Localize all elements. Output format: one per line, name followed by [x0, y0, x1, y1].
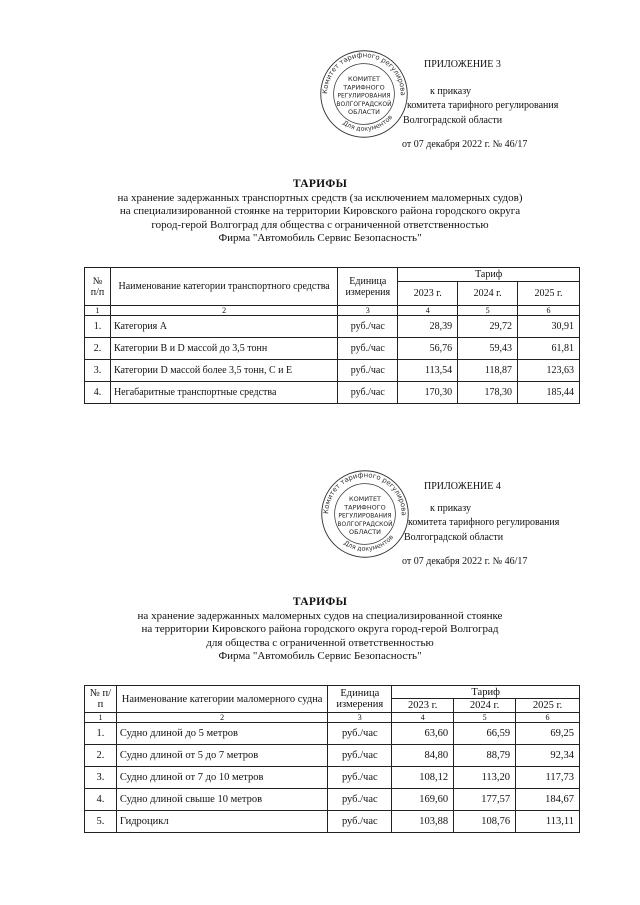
row-number: 1. [85, 723, 117, 745]
row-value-2025: 92,34 [516, 745, 580, 767]
table2-subtitle-line: Фирма "Автомобиль Сервис Безопасность" [218, 650, 422, 662]
table2-heading: ТАРИФЫ [292, 596, 348, 608]
row-value-2023: 56,76 [398, 338, 458, 360]
row-value-2024: 118,87 [458, 360, 518, 382]
stamp-ring-top: Комитет тарифного регулирова [321, 51, 407, 96]
col-name-header: Наименование категории маломерного судна [116, 686, 327, 713]
stamp-line: КОМИТЕТ [348, 75, 380, 84]
row-value-2025: 113,11 [516, 811, 580, 833]
stamp-line: КОМИТЕТ [349, 495, 381, 504]
table1-subtitle-line: на хранение задержанных транспортных средств (за исключением маломерных судов) [117, 191, 523, 204]
table-row [85, 360, 580, 382]
row-unit: руб./час [328, 767, 392, 789]
table2-title [0, 596, 640, 664]
appendix-line: от 07 декабря 2022 г. № 46/17 [402, 556, 528, 567]
row-number: 5. [85, 811, 117, 833]
col-index: 2 [116, 713, 327, 723]
appendix-line: комитета тарифного регулирования [408, 517, 560, 528]
table-row [85, 382, 580, 404]
row-number: 1. [85, 316, 111, 338]
row-value-2024: 113,20 [454, 767, 516, 789]
table2-subtitle-line: на хранение задержанных маломерных судов на специализированной стоянке [137, 609, 503, 622]
row-unit: руб./час [338, 360, 398, 382]
row-value-2024: 66,59 [454, 723, 516, 745]
row-value-2024: 178,30 [458, 382, 518, 404]
stamp-line: ТАРИФНОГО [344, 503, 386, 512]
col-index: 6 [516, 713, 580, 723]
stamp-ring-top: Комитет тарифного регулирова [322, 471, 408, 516]
row-name: Негабаритные транспортные средства [110, 382, 337, 404]
table-row [85, 723, 580, 745]
appendix-line: Волгоградской области [403, 114, 503, 126]
col-index: 3 [328, 713, 392, 723]
col-num-header: № п/п [85, 686, 117, 713]
row-value-2025: 117,73 [516, 767, 580, 789]
row-unit: руб./час [338, 316, 398, 338]
stamp-line: ОБЛАСТИ [348, 108, 380, 117]
table1-subtitle-line: город-герой Волгоград для общества с ограниченной ответственностью [151, 218, 489, 231]
table1-subtitle-line: Фирма "Автомобиль Сервис Безопасность" [218, 232, 422, 244]
col-tariff-header: Тариф [392, 686, 580, 699]
row-number: 3. [85, 360, 111, 382]
tariff-table-1 [84, 267, 580, 404]
row-number: 2. [85, 745, 117, 767]
col-index: 4 [398, 306, 458, 316]
row-value-2024: 177,57 [454, 789, 516, 811]
row-value-2023: 63,60 [392, 723, 454, 745]
table1-title [0, 178, 640, 246]
appendix-title: ПРИЛОЖЕНИЕ 4 [424, 481, 501, 492]
table-row [85, 811, 580, 833]
row-value-2025: 61,81 [518, 338, 580, 360]
official-stamp-2 [319, 468, 411, 560]
official-stamp-1 [318, 48, 410, 140]
table-row [85, 789, 580, 811]
row-name: Гидроцикл [116, 811, 327, 833]
appendix-3-header [402, 58, 558, 153]
row-unit: руб./час [328, 723, 392, 745]
row-value-2025: 30,91 [518, 316, 580, 338]
appendix-line: Волгоградской области [404, 531, 504, 543]
row-value-2024: 88,79 [454, 745, 516, 767]
col-num-header: № п/п [85, 268, 111, 306]
table-row [85, 338, 580, 360]
row-number: 4. [85, 789, 117, 811]
row-name: Категория А [110, 316, 337, 338]
tariff-table-2 [84, 685, 580, 833]
table2-subtitle-line: для общества с ограниченной ответственностью [206, 636, 434, 649]
table1-subtitle-line: на специализированной стоянке на территории Кировского района городского округа [119, 205, 521, 217]
row-value-2023: 84,80 [392, 745, 454, 767]
row-number: 2. [85, 338, 111, 360]
appendix-line: комитета тарифного регулирования [407, 100, 559, 111]
year-header: 2024 г. [454, 699, 516, 713]
table1-heading: ТАРИФЫ [292, 178, 348, 190]
stamp-ring-bottom: Для документов [341, 113, 395, 133]
col-index: 6 [518, 306, 580, 316]
row-unit: руб./час [328, 789, 392, 811]
year-header: 2023 г. [392, 699, 454, 713]
year-header: 2025 г. [518, 282, 580, 306]
appendix-line: к приказу [430, 85, 471, 97]
appendix-line: к приказу [430, 502, 471, 514]
row-value-2023: 170,30 [398, 382, 458, 404]
stamp-line: ТАРИФНОГО [343, 83, 385, 92]
col-index: 1 [85, 713, 117, 723]
row-value-2024: 59,43 [458, 338, 518, 360]
row-unit: руб./час [328, 811, 392, 833]
stamp-line: ВОЛГОГРАДСКОЙ [336, 100, 392, 108]
row-value-2025: 184,67 [516, 789, 580, 811]
col-index: 5 [454, 713, 516, 723]
year-header: 2025 г. [516, 699, 580, 713]
col-index: 2 [110, 306, 337, 316]
row-unit: руб./час [338, 338, 398, 360]
table-row [85, 745, 580, 767]
col-name-header: Наименование категории транспортного средства [110, 268, 337, 306]
col-index: 3 [338, 306, 398, 316]
stamp-line: ВОЛГОГРАДСКОЙ [337, 520, 393, 528]
stamp-line: ОБЛАСТИ [349, 528, 381, 537]
table-row [85, 767, 580, 789]
row-name: Судно длиной до 5 метров [116, 723, 327, 745]
year-header: 2023 г. [398, 282, 458, 306]
row-name: Судно длиной от 7 до 10 метров [116, 767, 327, 789]
col-index: 1 [85, 306, 111, 316]
row-number: 4. [85, 382, 111, 404]
row-name: Судно длиной свыше 10 метров [116, 789, 327, 811]
row-unit: руб./час [338, 382, 398, 404]
appendix-4-header [402, 480, 559, 570]
row-value-2024: 108,76 [454, 811, 516, 833]
appendix-title: ПРИЛОЖЕНИЕ 3 [424, 59, 501, 70]
col-unit-header: Единица измерения [338, 268, 398, 306]
row-name: Категории В и D массой до 3,5 тонн [110, 338, 337, 360]
table2-subtitle-line: на территории Кировского района городского округа город-герой Волгоград [141, 623, 499, 635]
row-value-2025: 185,44 [518, 382, 580, 404]
appendix-line: от 07 декабря 2022 г. № 46/17 [402, 139, 528, 150]
row-value-2023: 28,39 [398, 316, 458, 338]
row-name: Категории D массой более 3,5 тонн, С и Е [110, 360, 337, 382]
col-tariff-header: Тариф [398, 268, 580, 282]
row-unit: руб./час [328, 745, 392, 767]
col-index: 4 [392, 713, 454, 723]
row-value-2024: 29,72 [458, 316, 518, 338]
row-value-2023: 169,60 [392, 789, 454, 811]
col-unit-header: Единица измерения [328, 686, 392, 713]
col-index: 5 [458, 306, 518, 316]
row-number: 3. [85, 767, 117, 789]
row-value-2023: 113,54 [398, 360, 458, 382]
stamp-ring-bottom: Для документов [342, 533, 396, 553]
year-header: 2024 г. [458, 282, 518, 306]
table-row [85, 316, 580, 338]
row-name: Судно длиной от 5 до 7 метров [116, 745, 327, 767]
row-value-2023: 103,88 [392, 811, 454, 833]
row-value-2025: 123,63 [518, 360, 580, 382]
stamp-line: РЕГУЛИРОВАНИЯ [338, 512, 392, 520]
stamp-line: РЕГУЛИРОВАНИЯ [337, 92, 391, 100]
row-value-2023: 108,12 [392, 767, 454, 789]
row-value-2025: 69,25 [516, 723, 580, 745]
